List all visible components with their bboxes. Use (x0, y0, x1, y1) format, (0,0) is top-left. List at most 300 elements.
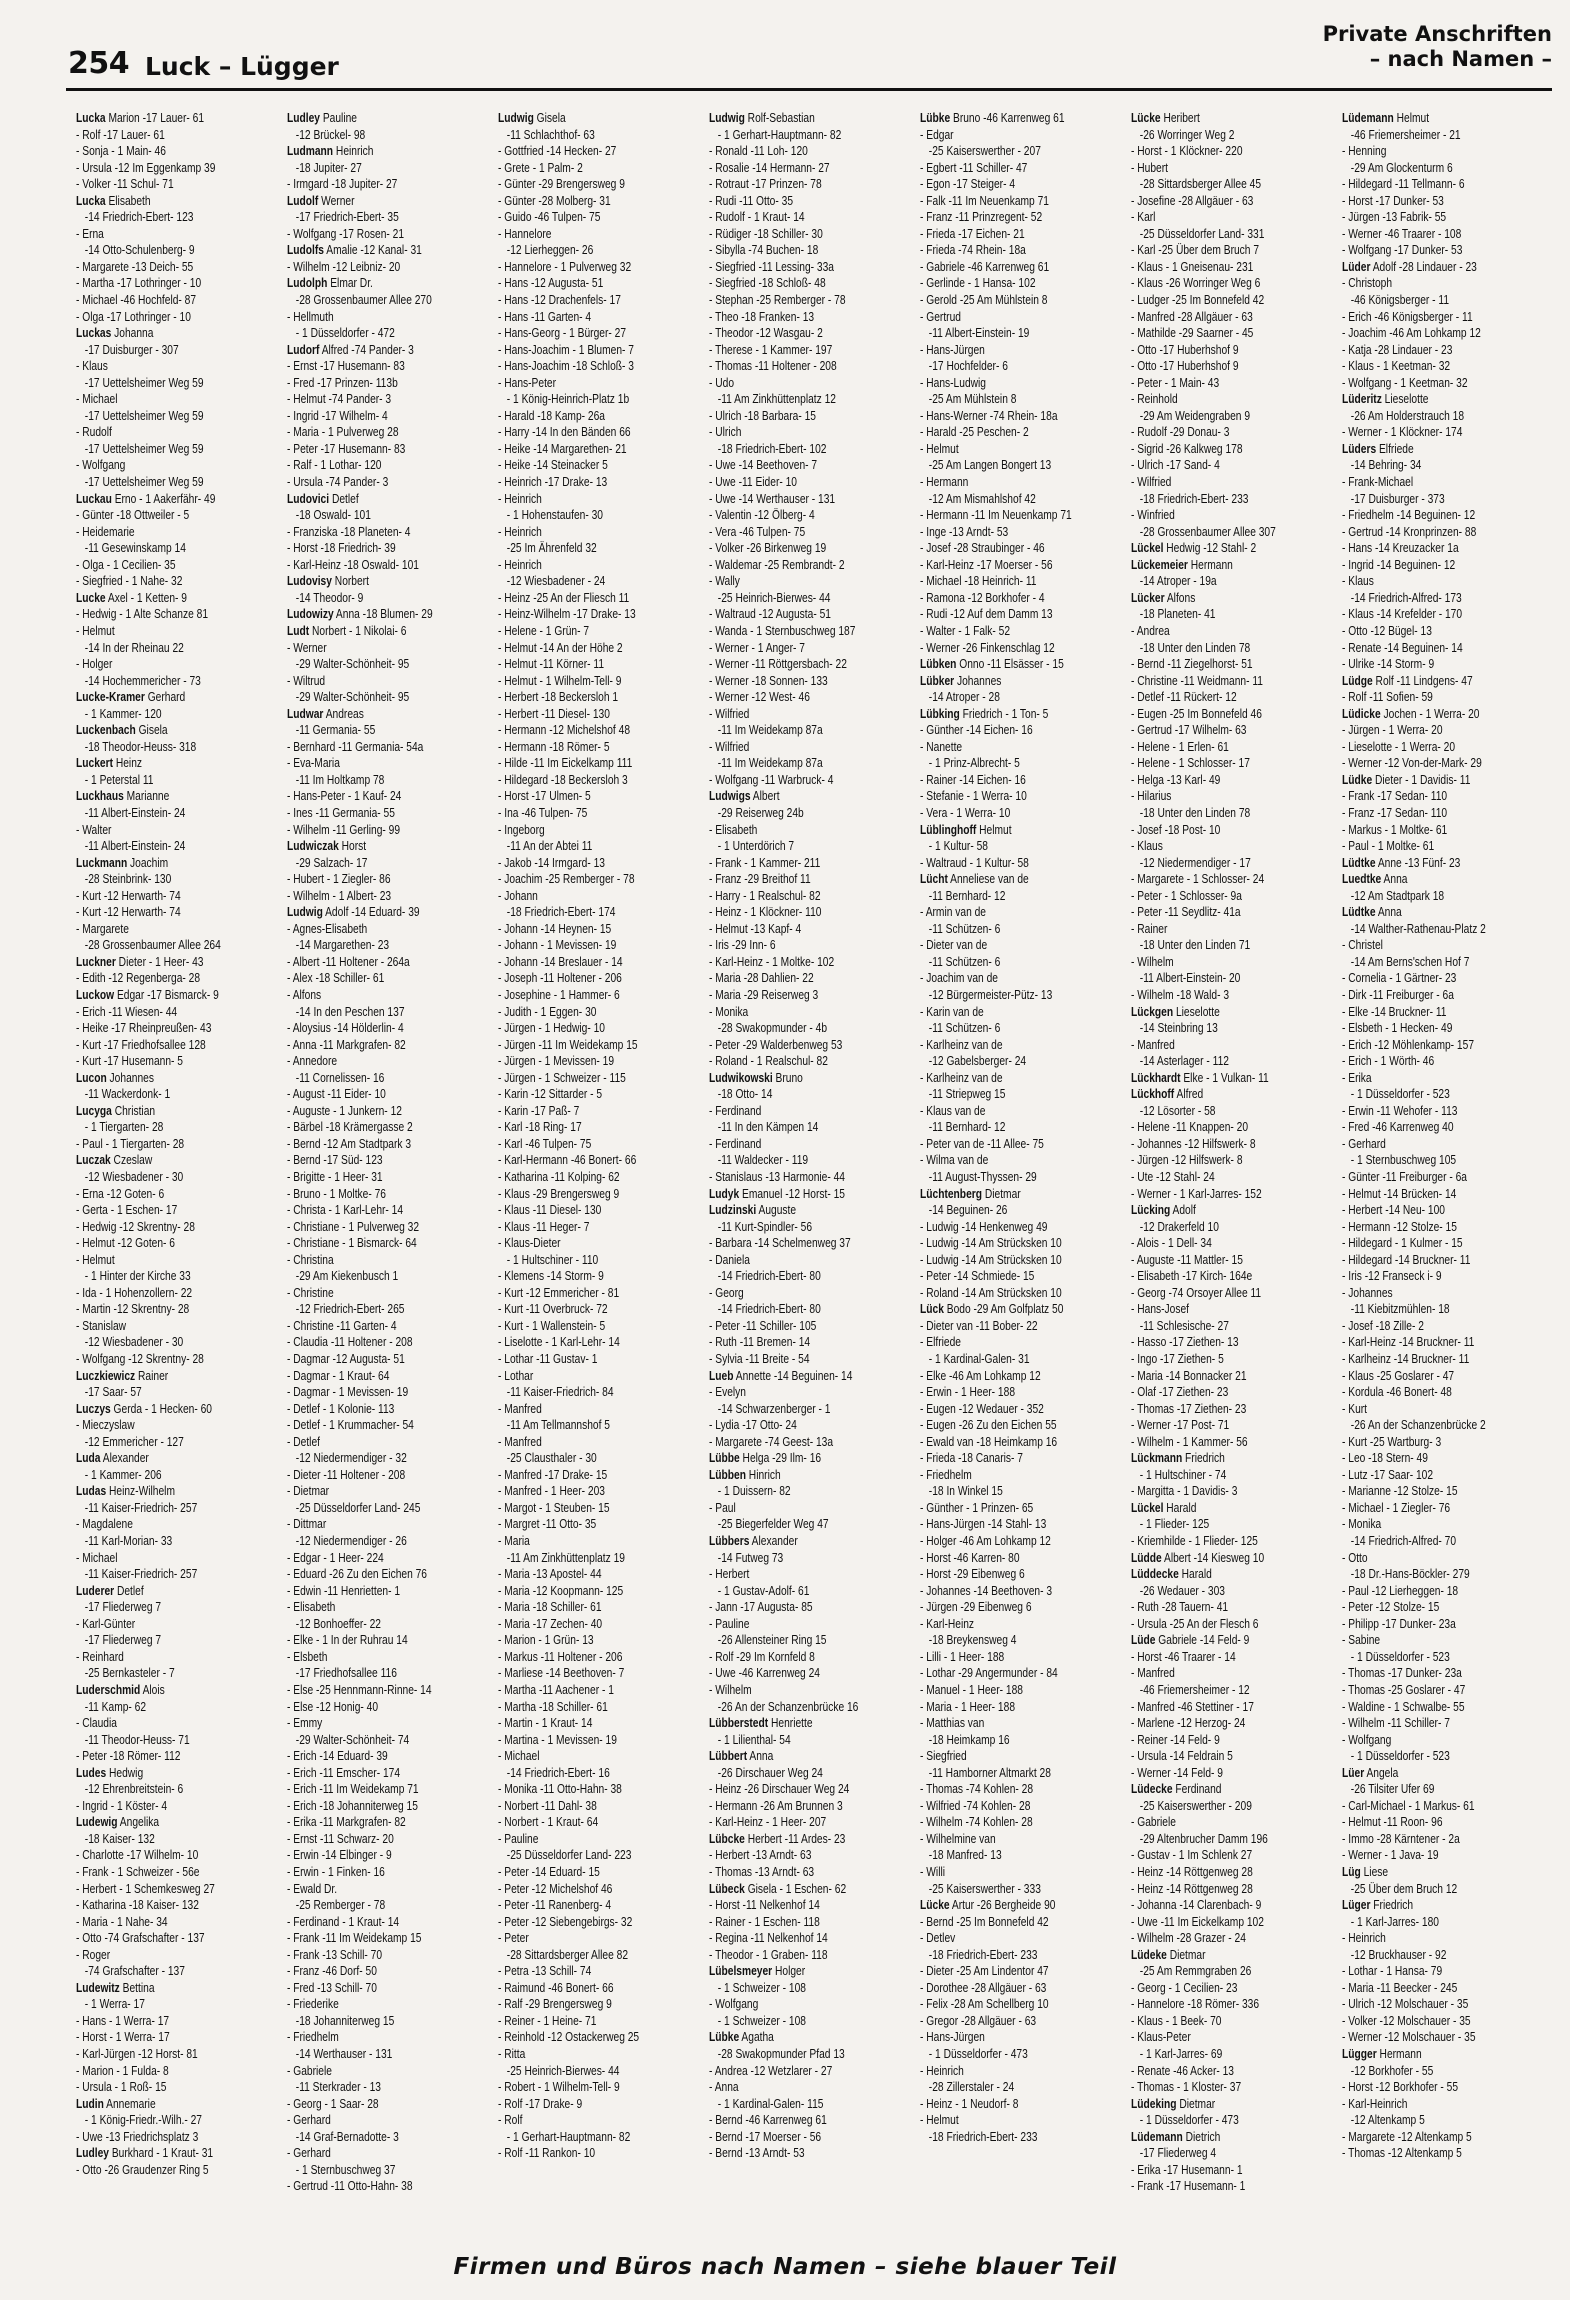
entry-text: -11 Kaiser-Friedrich- 257 (84, 1499, 198, 1515)
entry-text: - Werner -12 Molschauer - 35 (1342, 2029, 1476, 2045)
listing-entry (287, 1285, 457, 1302)
entry-text: - 1 König-Heinrich-Platz 1b (506, 391, 630, 407)
listing-entry (1131, 1285, 1301, 1302)
entry-text: - Ralf -29 Brengersweg 9 (498, 1996, 612, 2012)
listing-entry (1342, 1732, 1512, 1749)
listing-entry (76, 1401, 246, 1418)
listing-entry (1342, 176, 1512, 193)
entry-text: - Jann -17 Augusta- 85 (709, 1599, 813, 1615)
entry-text: -11 Schützen- 6 (928, 953, 1001, 969)
entry-text: - Maria (498, 1533, 530, 1549)
entry-text: - Bernd -12 Am Stadtpark 3 (287, 1135, 412, 1151)
listing-entry (709, 1864, 879, 1881)
entry-text: Joachim (127, 854, 169, 870)
listing-entry (287, 1169, 457, 1186)
entry-text: Axel - 1 Ketten- 9 (105, 589, 187, 605)
listing-entry (1131, 1119, 1301, 1136)
listing-entry (287, 722, 457, 739)
listing-entry (287, 772, 457, 789)
entry-text: -25 Remberger - 78 (295, 1897, 386, 1913)
listing-entry (498, 1550, 668, 1567)
listing-entry (1131, 1202, 1301, 1219)
entry-text: Anne -13 Fünf- 23 (1375, 854, 1461, 870)
entry-text: - Marlene -12 Herzog- 24 (1131, 1715, 1246, 1731)
listing-entry (287, 1533, 457, 1550)
listing-entry (920, 1186, 1090, 1203)
listing-entry (76, 1053, 246, 1070)
listing-entry (287, 1699, 457, 1716)
entry-text: - Horst -46 Karren- 80 (920, 1549, 1020, 1565)
listing-entry (1342, 1103, 1512, 1120)
surname: Ludt (287, 622, 310, 638)
listing-entry (1342, 309, 1512, 326)
listing-entry (1342, 110, 1512, 127)
entry-text: - Peter -11 Seydlitz- 41a (1131, 904, 1241, 920)
entry-text: - Wilhelm -18 Wald- 3 (1131, 986, 1230, 1002)
entry-text: - Maria -12 Koopmann- 125 (498, 1582, 624, 1598)
entry-text: - Johann (498, 887, 538, 903)
entry-text: - Wilhelm - 1 Albert- 23 (287, 887, 392, 903)
surname: Lüer (1342, 1764, 1365, 1780)
listing-entry (709, 1086, 879, 1103)
listing-entry (76, 309, 246, 326)
listing-entry (76, 1186, 246, 1203)
listing-entry (709, 1186, 879, 1203)
listing-entry (498, 937, 668, 954)
entry-text: - Mieczyslaw (76, 1417, 135, 1433)
entry-text: - Gertrud -14 Kronprinzen- 88 (1342, 523, 1477, 539)
listing-entry (1342, 1980, 1512, 1997)
listing-entry (920, 1202, 1090, 1219)
listing-entry (1342, 1996, 1512, 2013)
listing-entry (709, 1219, 879, 1236)
surname: Lübberstedt (709, 1715, 769, 1731)
entry-text: - Waldine - 1 Schwalbe- 55 (1342, 1698, 1465, 1714)
entry-text: Adolf (1170, 1202, 1196, 1218)
entry-text: - Wilhelm -11 Schiller- 7 (1342, 1715, 1450, 1731)
listing-entry (287, 309, 457, 326)
listing-entry (287, 540, 457, 557)
entry-text: - 1 Düsseldorfer - 523 (1350, 1086, 1450, 1102)
listing-entry (709, 1798, 879, 1815)
listing-entry (1131, 1632, 1301, 1649)
listing-entry (920, 573, 1090, 590)
listing-entry (920, 1632, 1090, 1649)
listing-entry (1131, 805, 1301, 822)
surname: Lücker (1131, 589, 1165, 605)
listing-entry (287, 1682, 457, 1699)
entry-text: - Erika -11 Markgrafen- 82 (287, 1814, 406, 1830)
listing-entry (1342, 1401, 1512, 1418)
entry-text: - Evelyn (709, 1384, 746, 1400)
entry-text: - Magdalene (76, 1516, 133, 1532)
entry-text: Werner (318, 192, 355, 208)
listing-entry (920, 507, 1090, 524)
listing-entry (76, 1765, 246, 1782)
entry-text: - Elke -46 Am Lohkamp 12 (920, 1367, 1041, 1383)
listing-entry (709, 673, 879, 690)
entry-text: - Thomas -11 Holtener - 208 (709, 358, 837, 374)
entry-text: - Frank -11 Im Weidekamp 15 (287, 1930, 422, 1946)
listing-entry (498, 1004, 668, 1021)
listing-entry (1342, 540, 1512, 557)
entry-text: - Rüdiger -18 Schiller- 30 (709, 225, 823, 241)
surname: Lüchtenberg (920, 1185, 982, 1201)
entry-text: - Ferdinand (709, 1135, 762, 1151)
listing-entry (287, 1914, 457, 1931)
entry-text: -12 Am Stadtpark 18 (1350, 887, 1445, 903)
listing-entry (1342, 1136, 1512, 1153)
surname: Ludwig (287, 904, 323, 920)
entry-text: - Harry -14 In den Bänden 66 (498, 424, 631, 440)
entry-text: -14 Friedrich-Ebert- 123 (84, 209, 194, 225)
surname: Ludzinski (709, 1202, 757, 1218)
listing-entry (287, 656, 457, 673)
listing-entry (1342, 855, 1512, 872)
entry-text: Johanna (111, 325, 154, 341)
entry-text: -12 Wiesbadener - 30 (84, 1169, 184, 1184)
entry-text: - Vera -46 Tulpen- 75 (709, 523, 806, 539)
entry-text: - Uwe -13 Friedrichsplatz 3 (76, 2128, 199, 2144)
entry-text: - Heinz - 1 Neudorf- 8 (920, 2095, 1019, 2111)
entry-text: - Gregor -28 Allgäuer - 63 (920, 2012, 1037, 2028)
listing-entry (709, 1334, 879, 1351)
listing-entry (498, 242, 668, 259)
surname: Ludovici (287, 490, 330, 506)
listing-entry (1342, 921, 1512, 938)
listing-entry (76, 1334, 246, 1351)
entry-text: - Stephan -25 Remberger - 78 (709, 292, 846, 308)
listing-entry (498, 1748, 668, 1765)
listing-entry (709, 1252, 879, 1269)
listing-entry (76, 1930, 246, 1947)
entry-text: - Maria -17 Zechen- 40 (498, 1615, 603, 1631)
listing-entry (1131, 722, 1301, 739)
listing-entry (1131, 1996, 1301, 2013)
listing-entry (76, 143, 246, 160)
listing-column-5 (920, 110, 1090, 2145)
listing-entry (920, 1169, 1090, 1186)
entry-text: - Helga -13 Karl- 49 (1131, 771, 1221, 787)
entry-text: Herbert -11 Ardes- 23 (744, 1830, 846, 1846)
entry-text: - Hans -11 Garten- 4 (498, 308, 592, 324)
listing-entry (1342, 1268, 1512, 1285)
listing-entry (920, 871, 1090, 888)
listing-entry (76, 540, 246, 557)
listing-entry (1342, 1285, 1512, 1302)
listing-entry (1131, 755, 1301, 772)
entry-text: - Roland - 1 Realschul- 82 (709, 1053, 828, 1069)
surname: Lüdge (1342, 672, 1373, 688)
entry-text: - Raimund -46 Bonert- 66 (498, 1979, 614, 1995)
entry-text: - Manfred - 1 Heer- 203 (498, 1483, 605, 1499)
listing-entry (76, 1103, 246, 1120)
entry-text: -12 Drakerfeld 10 (1139, 1218, 1219, 1234)
listing-entry (287, 1947, 457, 1964)
surname: Lüde (1131, 1632, 1156, 1648)
surname: Lübbe (709, 1450, 740, 1466)
entry-text: -12 Bruckhauser - 92 (1350, 1946, 1447, 1962)
listing-entry (498, 1219, 668, 1236)
entry-text: - Petra -13 Schill- 74 (498, 1963, 592, 1979)
entry-text: - Josef -18 Post- 10 (1131, 821, 1221, 837)
entry-text: - Rudi -11 Otto- 35 (709, 192, 794, 208)
entry-text: -25 Bernkasteler - 7 (84, 1665, 175, 1681)
entry-text: - Theodor -12 Wasgau- 2 (709, 325, 823, 341)
listing-entry (920, 1732, 1090, 1749)
entry-text: - Helmut -11 Roon- 96 (1342, 1814, 1443, 1830)
listing-entry (1342, 457, 1512, 474)
listing-entry (76, 275, 246, 292)
listing-entry (1131, 2013, 1301, 2030)
entry-text: -25 Kaiserswerther - 209 (1139, 1797, 1252, 1813)
entry-text: - Jürgen - 1 Werra- 20 (1342, 722, 1443, 738)
entry-text: - Reinhold (1131, 391, 1178, 407)
listing-entry (920, 1864, 1090, 1881)
entry-text: -12 Wiesbadener - 30 (84, 1334, 184, 1350)
listing-entry (1342, 1616, 1512, 1633)
listing-entry (498, 623, 668, 640)
entry-text: -11 Am Tellmannshof 5 (506, 1417, 610, 1433)
listing-entry (498, 855, 668, 872)
entry-text: - 1 Gerhart-Hauptmann- 82 (506, 2128, 631, 2144)
listing-entry (76, 491, 246, 508)
listing-entry (76, 1252, 246, 1269)
listing-entry (709, 259, 879, 276)
entry-text: - Frank - 1 Kammer- 211 (709, 854, 821, 870)
listing-entry (287, 391, 457, 408)
listing-entry (920, 1086, 1090, 1103)
listing-entry (76, 1947, 246, 1964)
entry-text: Ferdinand (1172, 1781, 1222, 1797)
listing-entry (498, 1533, 668, 1550)
listing-entry (1131, 1533, 1301, 1550)
listing-entry (1131, 1169, 1301, 1186)
listing-entry (498, 954, 668, 971)
listing-entry (498, 375, 668, 392)
listing-entry (920, 2029, 1090, 2046)
listing-entry (1342, 342, 1512, 359)
listing-entry (1342, 722, 1512, 739)
listing-entry (920, 1665, 1090, 1682)
entry-text: Gisela (135, 722, 168, 738)
listing-entry (287, 788, 457, 805)
entry-text: - Thomas - 1 Kloster- 37 (1131, 2079, 1242, 2095)
listing-entry (498, 292, 668, 309)
listing-entry (498, 1401, 668, 1418)
entry-text: Artur -26 Bergheide 90 (949, 1897, 1056, 1913)
entry-text: - Heinz-Wilhelm -17 Drake- 13 (498, 606, 636, 622)
listing-entry (709, 1467, 879, 1484)
entry-text: - Kurt -17 Friedhofsallee 128 (76, 1036, 206, 1052)
listing-entry (76, 1533, 246, 1550)
listing-entry (709, 1781, 879, 1798)
entry-text: - Kurt - 1 Wallenstein- 5 (498, 1317, 606, 1333)
listing-entry (498, 1665, 668, 1682)
listing-entry (1342, 1947, 1512, 1964)
listing-entry (709, 1665, 879, 1682)
entry-text: - Horst - 1 Werra- 17 (76, 2029, 170, 2045)
entry-text: - Herbert (709, 1566, 750, 1582)
entry-text: Alexander (100, 1450, 149, 1466)
entry-text: - Jürgen -12 Hilfswerk- 8 (1131, 1152, 1243, 1168)
listing-entry (498, 1715, 668, 1732)
surname: Lückhardt (1131, 1069, 1181, 1085)
entry-text: - Gerta - 1 Eschen- 17 (76, 1202, 178, 1218)
entry-text: Johannes (954, 672, 1002, 688)
listing-entry (1342, 1881, 1512, 1898)
entry-text: - Horst -18 Friedrich- 39 (287, 540, 396, 556)
entry-text: Friedrich - 1 Ton- 5 (959, 705, 1049, 721)
entry-text: - Peter -29 Walderbenweg 53 (709, 1036, 843, 1052)
listing-entry (287, 2178, 457, 2195)
entry-text: Anneliese van de (947, 871, 1029, 887)
listing-entry (920, 822, 1090, 839)
listing-entry (76, 573, 246, 590)
listing-entry (287, 1384, 457, 1401)
entry-text: -29 Am Kiekenbusch 1 (295, 1268, 399, 1284)
listing-entry (1342, 1715, 1512, 1732)
listing-entry (709, 573, 879, 590)
listing-entry (709, 507, 879, 524)
listing-entry (1131, 2063, 1301, 2080)
entry-text: - August -11 Eider- 10 (287, 1086, 386, 1102)
listing-entry (76, 1434, 246, 1451)
listing-entry (287, 1814, 457, 1831)
listing-entry (1342, 689, 1512, 706)
entry-text: - Joseph -11 Holtener - 206 (498, 970, 622, 986)
listing-entry (1342, 1384, 1512, 1401)
entry-text: -29 Walter-Schönheit- 95 (295, 656, 410, 672)
entry-text: Auguste (756, 1202, 797, 1218)
entry-text: - Johann -14 Breslauer - 14 (498, 953, 623, 969)
listing-entry (498, 193, 668, 210)
entry-text: - Georg -74 Orsoyer Allee 11 (1131, 1284, 1262, 1300)
listing-entry (1342, 160, 1512, 177)
listing-entry (287, 209, 457, 226)
entry-text: - Klaus (1342, 573, 1374, 589)
listing-entry (287, 838, 457, 855)
entry-text: - Christa - 1 Karl-Lehr- 14 (287, 1202, 404, 1218)
entry-text: - Katharina -11 Kolping- 62 (498, 1169, 620, 1184)
listing-entry (1131, 1897, 1301, 1914)
entry-text: - Heinrich -17 Drake- 13 (498, 474, 608, 490)
entry-text: -12 Lierheggen- 26 (506, 242, 594, 258)
entry-text: - Elfriede (920, 1334, 961, 1350)
entry-text: -29 Salzach- 17 (295, 854, 368, 870)
listing-entry (709, 2013, 879, 2030)
listing-entry (287, 226, 457, 243)
surname: Lüdicke (1342, 705, 1381, 721)
listing-entry (1342, 1483, 1512, 1500)
surname: Lübke (920, 110, 951, 125)
entry-text: - Michael -46 Hochfeld- 87 (76, 292, 197, 308)
listing-entry (287, 606, 457, 623)
entry-text: - Franz -17 Sedan- 110 (1342, 804, 1448, 820)
entry-text: -18 Friedrich-Ebert- 174 (506, 904, 616, 920)
listing-entry (76, 226, 246, 243)
entry-text: - Franz -46 Dorf- 50 (287, 1963, 377, 1979)
listing-entry (709, 788, 879, 805)
listing-entry (1342, 1665, 1512, 1682)
listing-entry (287, 2046, 457, 2063)
entry-text: - Michael (76, 391, 118, 407)
listing-entry (287, 1268, 457, 1285)
entry-text: - Gabriele -46 Karrenweg 61 (920, 258, 1050, 274)
entry-text: - Elsbeth - 1 Hecken- 49 (1342, 1020, 1453, 1036)
listing-entry (287, 408, 457, 425)
entry-text: - Ludger -25 Im Bonnefeld 42 (1131, 292, 1265, 308)
entry-text: - Sonja - 1 Main- 46 (76, 143, 166, 159)
listing-entry (709, 1434, 879, 1451)
entry-text: - Reinhard (76, 1648, 124, 1664)
entry-text: -14 Am Berns'schen Hof 7 (1350, 953, 1470, 969)
entry-text: - Frieda -18 Canaris- 7 (920, 1450, 1023, 1466)
listing-entry (498, 2112, 668, 2129)
listing-entry (1131, 457, 1301, 474)
listing-entry (1131, 640, 1301, 657)
listing-entry (1342, 408, 1512, 425)
entry-text: -26 An der Schanzenbrücke 2 (1350, 1417, 1486, 1433)
entry-text: - Vera - 1 Werra- 10 (920, 804, 1011, 820)
listing-entry (287, 1897, 457, 1914)
entry-text: Lieselotte (1173, 1003, 1220, 1019)
listing-entry (920, 1020, 1090, 1037)
entry-text: -18 Planeten- 41 (1139, 606, 1216, 622)
entry-text: Dietmar (982, 1185, 1021, 1201)
entry-text: - Dirk -11 Freiburger - 6a (1342, 986, 1454, 1002)
listing-entry (76, 1864, 246, 1881)
listing-entry (76, 1368, 246, 1385)
entry-text: - Horst -12 Borkhofer - 55 (1342, 2079, 1459, 2095)
entry-text: - Herbert -18 Beckersloh 1 (498, 689, 619, 705)
surname: Lübbert (709, 1748, 748, 1764)
entry-text: - Ernst -17 Husemann- 83 (287, 358, 405, 374)
entry-text: - Gertrud (920, 308, 961, 324)
entry-text: - Elke -14 Bruckner- 11 (1342, 1003, 1447, 1019)
entry-text: Liese (1360, 1863, 1389, 1879)
entry-text: - Helene -11 Knappen- 20 (1131, 1119, 1249, 1135)
listing-entry (920, 358, 1090, 375)
listing-entry (498, 1616, 668, 1633)
listing-entry (76, 1318, 246, 1335)
surname: Lück (920, 1301, 944, 1317)
listing-entry (76, 259, 246, 276)
entry-text: - Lothar - 1 Hansa- 79 (1342, 1963, 1443, 1979)
entry-text: Rolf -11 Lindgens- 47 (1372, 672, 1473, 688)
entry-text: -11 Sterkrader - 13 (295, 2079, 381, 2095)
listing-entry (1342, 1368, 1512, 1385)
listing-entry (1342, 424, 1512, 441)
listing-entry (1342, 1550, 1512, 1567)
listing-entry (709, 2029, 879, 2046)
listing-entry (1342, 1864, 1512, 1881)
entry-text: - Ursula - 1 Roß- 15 (76, 2079, 167, 2095)
listing-entry (1131, 1103, 1301, 1120)
entry-text: Czeslaw (110, 1152, 153, 1168)
listing-entry (287, 275, 457, 292)
entry-text: - Erich - 1 Wörth- 46 (1342, 1053, 1435, 1069)
listing-entry (920, 2129, 1090, 2146)
listing-entry (920, 1070, 1090, 1087)
listing-entry (709, 1947, 879, 1964)
listing-entry (498, 2129, 668, 2146)
entry-text: - Rolf (498, 2112, 523, 2128)
listing-entry (920, 673, 1090, 690)
entry-text: - Kriemhilde - 1 Flieder- 125 (1131, 1533, 1258, 1549)
entry-text: - Jakob -14 Irmgard- 13 (498, 854, 605, 870)
listing-entry (920, 1285, 1090, 1302)
